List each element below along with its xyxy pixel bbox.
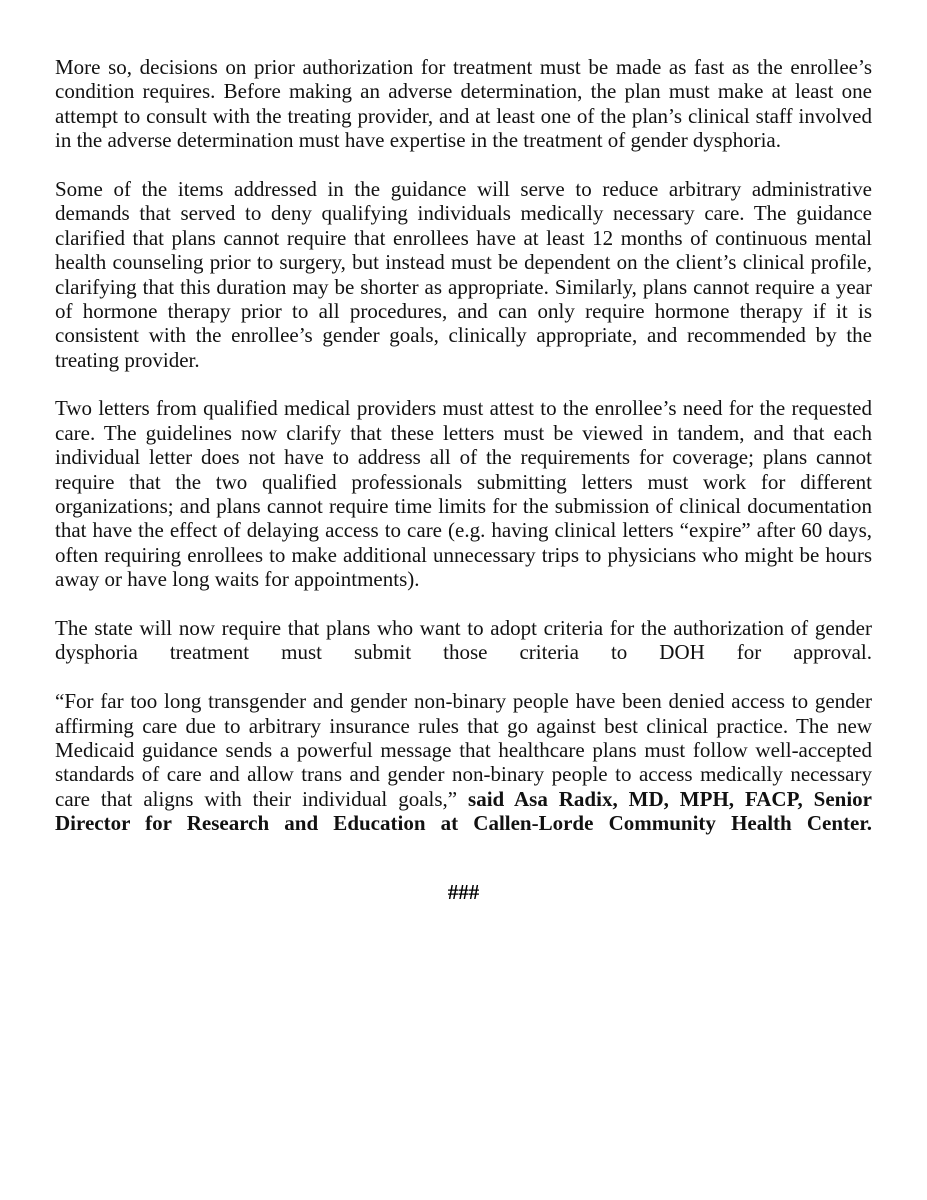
text-line xyxy=(55,640,872,664)
paragraph xyxy=(55,616,872,665)
text-line xyxy=(55,689,872,713)
text-line xyxy=(55,323,872,347)
paragraph xyxy=(55,177,872,372)
text-line xyxy=(55,55,872,79)
text-segment: The state will now require that plans who want to adopt criteria for the authorization of gender xyxy=(55,615,872,640)
text-segment: attempt to consult with the treating provider, and at least one of the plan’s clinical staff involved xyxy=(55,103,872,128)
text-segment: More so, decisions on prior authorization for treatment must be made as fast as the enrollee’s xyxy=(55,55,872,79)
text-segment: individual letter does not have to address all of the requirements for coverage; plans cannot xyxy=(55,445,872,470)
text-line xyxy=(55,201,872,225)
text-line xyxy=(55,299,872,323)
text-segment: standards of care and allow trans and gender non-binary people to access medically necessary xyxy=(55,762,872,787)
text-line xyxy=(55,348,872,372)
text-line xyxy=(55,104,872,128)
text-segment: affirming care due to arbitrary insurance rules that go against best clinical practice. The new xyxy=(55,713,872,738)
paragraph xyxy=(55,55,872,153)
text-line xyxy=(55,811,872,835)
text-line xyxy=(55,421,872,445)
text-segment: clarifying that this duration may be shorter as appropriate. Similarly, plans cannot require a year xyxy=(55,274,872,299)
text-line xyxy=(55,445,872,469)
text-line xyxy=(55,787,872,811)
text-segment: “For far too long transgender and gender non-binary people have been denied access to gender xyxy=(55,689,872,714)
bold-attribution: Director for Research and Education at Callen-Lorde Community Health Center. xyxy=(55,811,872,836)
text-segment: away or have long waits for appointments). xyxy=(55,567,420,592)
text-line xyxy=(55,79,872,103)
text-line xyxy=(55,250,872,274)
text-segment: treating provider. xyxy=(55,347,200,372)
end-mark: ### xyxy=(447,880,480,904)
text-line xyxy=(55,762,872,786)
text-segment: health counseling prior to surgery, but instead must be dependent on the client’s clinical profile, xyxy=(55,250,872,275)
text-segment: of hormone therapy prior to all procedures, and can only require hormone therapy if it is xyxy=(55,298,872,323)
text-segment: care that aligns with their individual goals,” xyxy=(55,786,469,811)
text-line xyxy=(55,616,872,640)
text-line xyxy=(55,494,872,518)
text-line xyxy=(55,567,872,591)
text-line xyxy=(55,396,872,420)
text-line xyxy=(55,518,872,542)
text-segment: Some of the items addressed in the guidance will serve to reduce arbitrary administrative xyxy=(55,176,872,201)
text-segment: in the adverse determination must have expertise in the treatment of gender dysphoria. xyxy=(55,128,782,153)
text-segment: Two letters from qualified medical providers must attest to the enrollee’s need for the requested xyxy=(55,396,872,421)
text-segment: often requiring enrollees to make additional unnecessary trips to physicians who might be hours xyxy=(55,542,872,567)
text-segment: care. The guidelines now clarify that these letters must be viewed in tandem, and that each xyxy=(55,420,872,445)
text-segment: consistent with the enrollee’s gender goals, clinically appropriate, and recommended by the xyxy=(55,323,872,348)
text-line xyxy=(55,738,872,762)
document-body xyxy=(55,55,872,860)
text-segment: demands that served to deny qualifying individuals medically necessary care. The guidance xyxy=(55,201,872,226)
text-segment: require that the two qualified professionals submitting letters must work for different xyxy=(55,469,872,494)
text-line xyxy=(55,714,872,738)
text-line xyxy=(55,128,872,152)
text-segment: condition requires. Before making an adverse determination, the plan must make at least one xyxy=(55,79,872,104)
text-segment: organizations; and plans cannot require time limits for the submission of clinical documentation xyxy=(55,494,872,519)
text-line xyxy=(55,470,872,494)
text-line xyxy=(55,177,872,201)
bold-attribution: said Asa Radix, MD, MPH, FACP, Senior xyxy=(468,786,872,811)
text-segment: dysphoria treatment must submit those criteria to DOH for approval. xyxy=(55,640,872,665)
text-segment: Medicaid guidance sends a powerful message that healthcare plans must follow well-accepted xyxy=(55,737,872,762)
text-line xyxy=(55,275,872,299)
text-segment: that have the effect of delaying access to care (e.g. having clinical letters “expire” after 60 days, xyxy=(55,518,872,543)
text-line xyxy=(55,226,872,250)
paragraph xyxy=(55,689,872,835)
paragraph xyxy=(55,396,872,591)
text-segment: clarified that plans cannot require that enrollees have at least 12 months of continuous mental xyxy=(55,225,872,250)
text-line xyxy=(55,543,872,567)
